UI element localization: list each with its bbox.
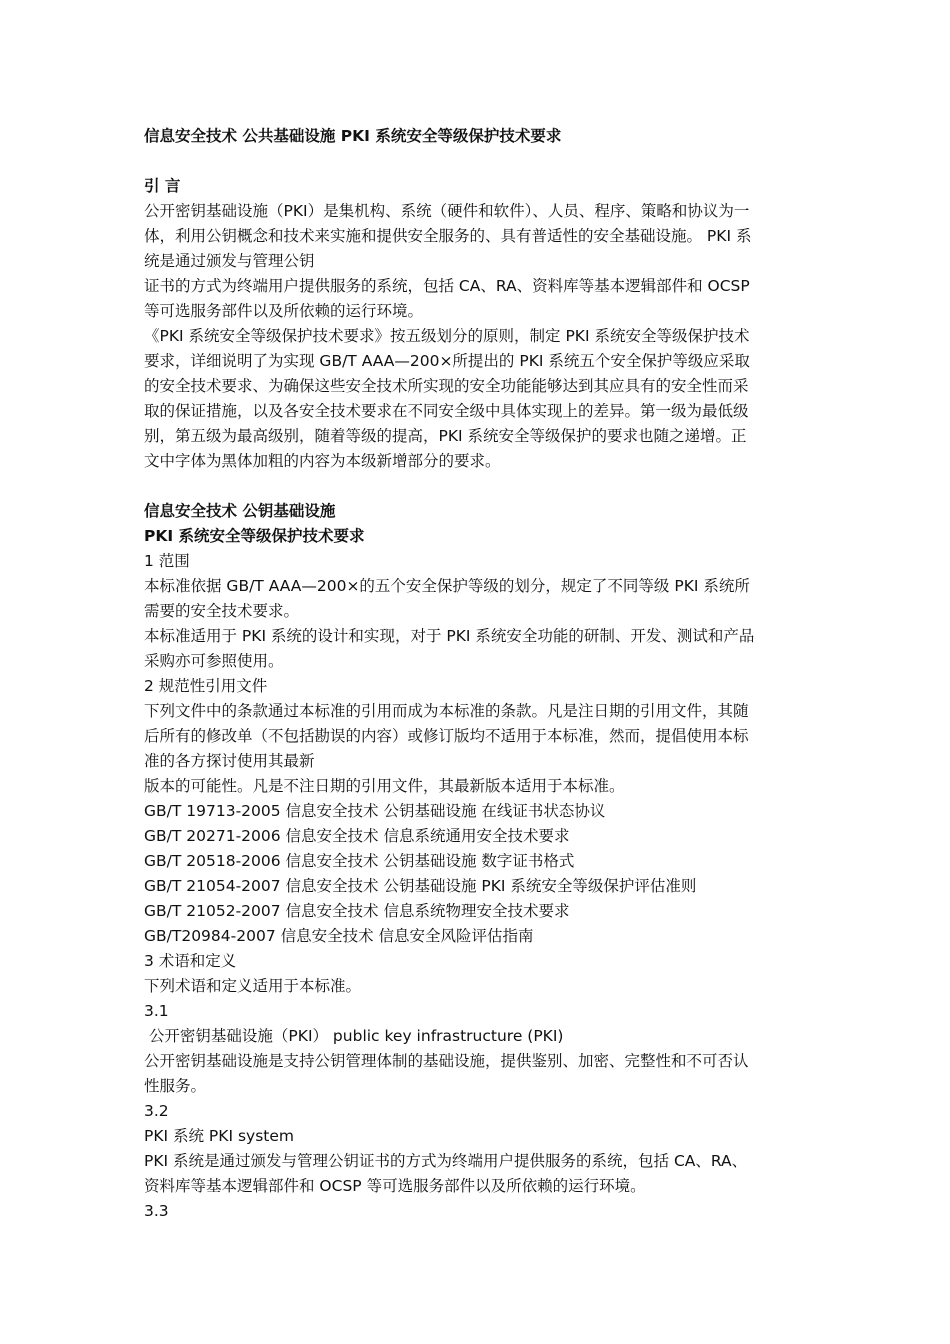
reference-item: GB/T 21054-2007 信息安全技术 公钥基础设施 PKI 系统安全等级保护评估准则 <box>144 877 697 895</box>
paragraph-line: 版本的可能性。凡是不注日期的引用文件，其最新版本适用于本标准。 <box>144 777 625 795</box>
paragraph-line: 需要的安全技术要求。 <box>144 602 300 620</box>
term-number: 3.2 <box>144 1102 169 1120</box>
reference-item: GB/T 20518-2006 信息安全技术 公钥基础设施 数字证书格式 <box>144 852 575 870</box>
paragraph-line: 采购亦可参照使用。 <box>144 652 284 670</box>
document-page <box>144 124 809 1224</box>
reference-item: GB/T20984-2007 信息安全技术 信息安全风险评估指南 <box>144 927 534 945</box>
paragraph-line: 《PKI 系统安全等级保护技术要求》按五级划分的原则，制定 PKI 系统安全等级保护技术 <box>144 327 750 345</box>
paragraph-line: 要求，详细说明了为实现 GB/T AAA—200×所提出的 PKI 系统五个安全保护等级应采取 <box>144 352 750 370</box>
reference-item: GB/T 21052-2007 信息安全技术 信息系统物理安全技术要求 <box>144 902 570 920</box>
paragraph-line: 公开密钥基础设施（PKI）是集机构、系统（硬件和软件）、人员、程序、策略和协议为一 <box>144 202 750 220</box>
term-definition-line: 性服务。 <box>144 1077 207 1095</box>
paragraph-line: 体，利用公钥概念和技术来实施和提供安全服务的、具有普适性的安全基础设施。 PKI 系 <box>144 227 752 245</box>
term-definition-line: PKI 系统是通过颁发与管理公钥证书的方式为终端用户提供服务的系统，包括 CA、RA、 <box>144 1152 748 1170</box>
term-name: PKI 系统 PKI system <box>144 1127 294 1145</box>
paragraph-line: 后所有的修改单（不包括勘误的内容）或修订版均不适用于本标准，然而，提倡使用本标 <box>144 727 749 745</box>
term-definition-line: 公开密钥基础设施是支持公钥管理体制的基础设施，提供鉴别、加密、完整性和不可否认 <box>144 1052 749 1070</box>
paragraph-line: 等可选服务部件以及所依赖的运行环境。 <box>144 302 424 320</box>
paragraph-line: 下列文件中的条款通过本标准的引用而成为本标准的条款。凡是注日期的引用文件，其随 <box>144 702 749 720</box>
intro-heading: 引 言 <box>144 177 181 195</box>
section-heading-references: 2 规范性引用文件 <box>144 677 268 695</box>
main-title-line2: PKI 系统安全等级保护技术要求 <box>144 527 365 545</box>
spacer <box>144 474 809 499</box>
term-number: 3.1 <box>144 1002 169 1020</box>
section-heading-terms: 3 术语和定义 <box>144 952 237 970</box>
paragraph-line: 证书的方式为终端用户提供服务的系统，包括 CA、RA、资料库等基本逻辑部件和 OCSP <box>144 277 750 295</box>
paragraph-line: 本标准依据 GB/T AAA—200×的五个安全保护等级的划分，规定了不同等级 PKI 系统所 <box>144 577 750 595</box>
paragraph-line: 取的保证措施，以及各安全技术要求在不同安全级中具体实现上的差异。第一级为最低级 <box>144 402 749 420</box>
reference-item: GB/T 20271-2006 信息安全技术 信息系统通用安全技术要求 <box>144 827 570 845</box>
paragraph-line: 别，第五级为最高级别，随着等级的提高，PKI 系统安全等级保护的要求也随之递增。正 <box>144 427 747 445</box>
document-title: 信息安全技术 公共基础设施 PKI 系统安全等级保护技术要求 <box>144 127 562 145</box>
paragraph-line: 准的各方探讨使用其最新 <box>144 752 315 770</box>
term-name: 公开密钥基础设施（PKI） public key infrastructure (PKI) <box>144 1027 564 1045</box>
paragraph-line: 文中字体为黑体加粗的内容为本级新增部分的要求。 <box>144 452 501 470</box>
term-number: 3.3 <box>144 1202 169 1220</box>
paragraph-line: 下列术语和定义适用于本标准。 <box>144 977 362 995</box>
paragraph-line: 的安全技术要求、为确保这些安全技术所实现的安全功能能够达到其应具有的安全性而采 <box>144 377 749 395</box>
paragraph-line: 统是通过颁发与管理公钥 <box>144 252 315 270</box>
term-definition-line: 资料库等基本逻辑部件和 OCSP 等可选服务部件以及所依赖的运行环境。 <box>144 1177 646 1195</box>
reference-item: GB/T 19713-2005 信息安全技术 公钥基础设施 在线证书状态协议 <box>144 802 606 820</box>
paragraph-line: 本标准适用于 PKI 系统的设计和实现，对于 PKI 系统安全功能的研制、开发、测试和产品 <box>144 627 755 645</box>
spacer <box>144 149 809 174</box>
section-heading-scope: 1 范围 <box>144 552 190 570</box>
main-title-line1: 信息安全技术 公钥基础设施 <box>144 502 336 520</box>
